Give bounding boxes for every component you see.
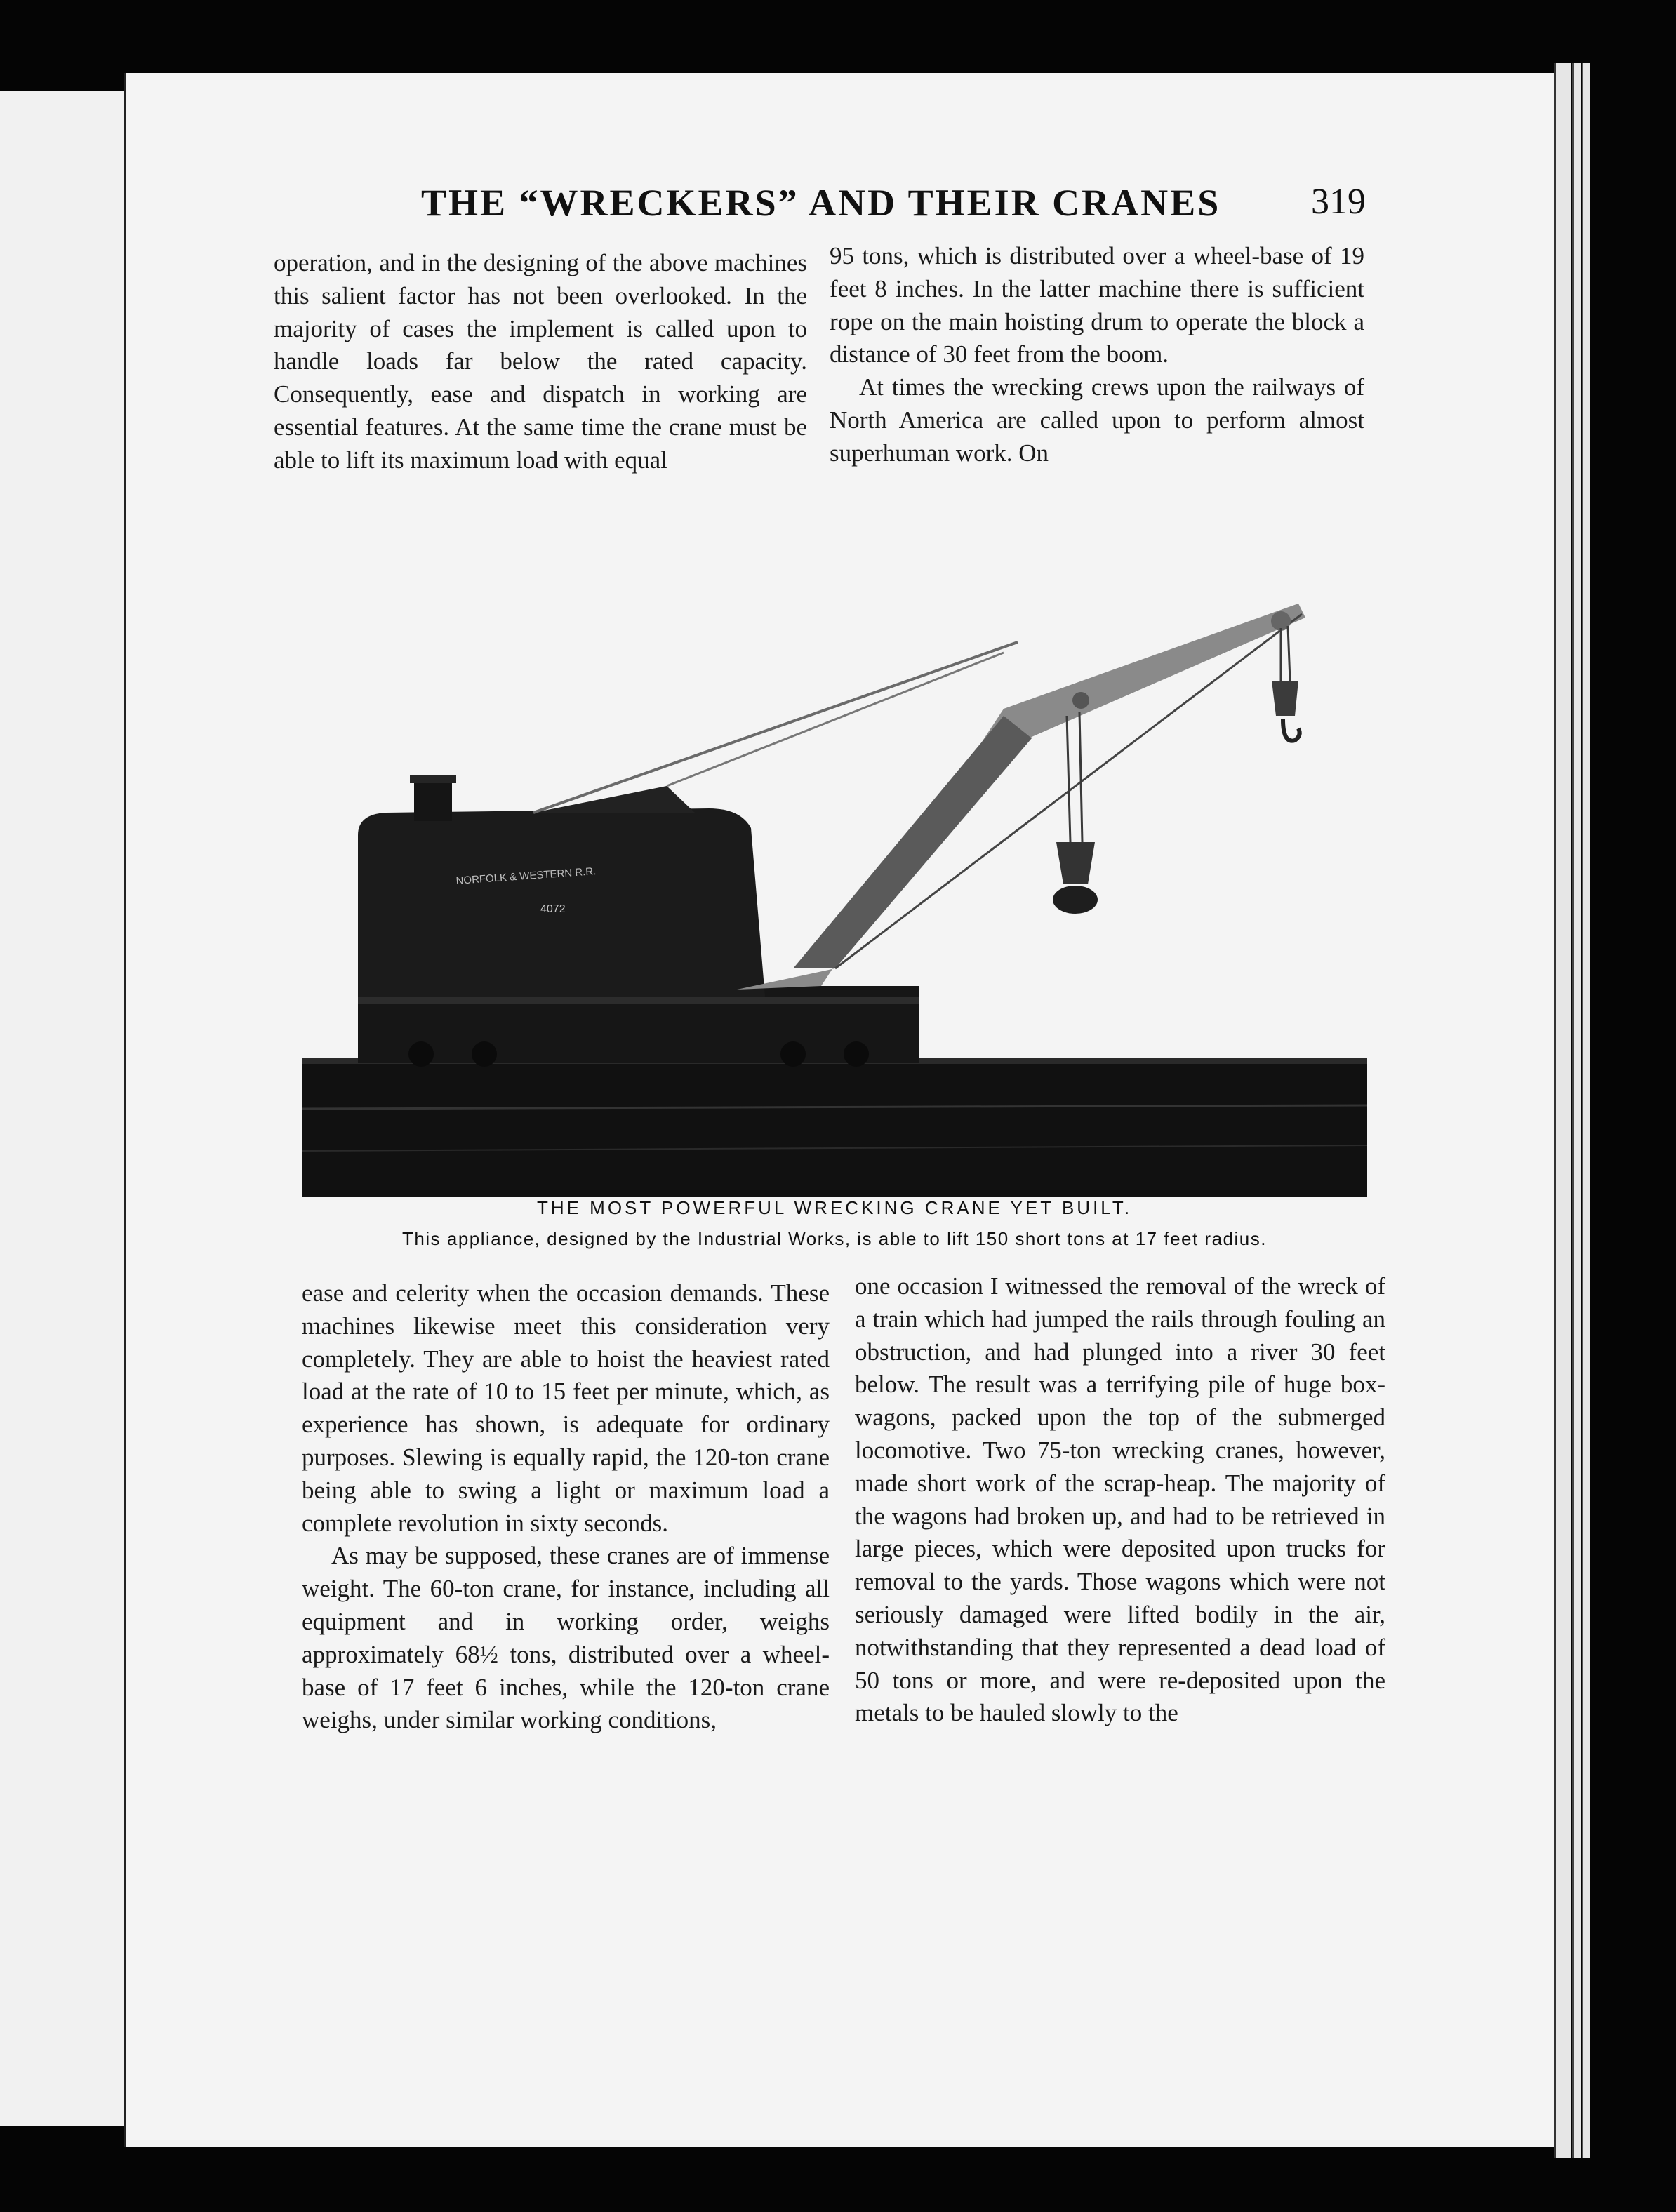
figure-caption-title: THE MOST POWERFUL WRECKING CRANE YET BUILT. <box>536 1197 1133 1218</box>
crane-photograph <box>302 575 1367 1197</box>
text-column-bottom-right <box>855 1270 1385 1730</box>
page-stack-edge <box>1572 63 1581 2158</box>
crane-house <box>358 808 765 997</box>
page-number: 319 <box>1311 182 1366 222</box>
paragraph: ease and celerity when the occasion demands. These machines likewise meet this consideration very completely. They are able to hoist the heaviest rated load at the rate of 10 to 15 feet per minute, which, as experience has shown, is adequate for ordinary purposes. Slewing is equally rapid, the 120-ton crane being able to swing a light or maximum load a complete revolution in sixty seconds. <box>302 1279 830 1537</box>
car-lettering: NORFOLK & WESTERN R.R. <box>455 865 597 887</box>
text-column-top-right <box>830 240 1364 470</box>
paragraph: As may be supposed, these cranes are of immense weight. The 60-ton crane, for instance, including all equipment and in working order, weighs approximately 68½ tons, distributed over a wheel-base of 17 feet 6 inches, while the 120-ton crane weighs, under similar working conditions, <box>302 1542 830 1734</box>
figure-caption-text: This appliance, designed by the Industrial Works, is able to lift 150 short tons at 17 feet radius. <box>402 1228 1267 1249</box>
page-stack-edge <box>1582 63 1590 2158</box>
paragraph: At times the wrecking crews upon the railways of North America are called upon to perform almost superhuman work. On <box>830 373 1364 467</box>
smokestack-icon <box>414 779 452 821</box>
text-column-bottom-left <box>302 1277 830 1737</box>
auxiliary-hook-block <box>1272 681 1298 716</box>
text-column-top-left <box>274 247 807 477</box>
car-number: 4072 <box>540 903 566 915</box>
track-ground <box>302 1058 1367 1197</box>
page-stack-edge <box>1554 63 1571 2158</box>
paragraph: 95 tons, which is distributed over a wheel-base of 19 feet 8 inches. In the latter machine there is sufficient rope on the main hoisting drum to operate the block a distance of 30 feet from the boom. <box>830 242 1364 368</box>
paragraph: one occasion I witnessed the removal of the wreck of a train which had jumped the rails through fouling an obstruction, and had plunged into a river 30 feet below. The result was a terrifying pile of huge box-wagons, packed upon the top of the submerged locomotive. Two 75-ton wrecking cranes, however, made short work of the scrap-heap. The majority of the wagons had broken up, and had to be retrieved in large pieces, which were deposited upon trucks for removal to the yards. Those wagons which were not seriously damaged were lifted bodily in the air, notwithstanding that they represented a dead load of 50 tons or more, and were re-deposited upon the metals to be hauled slowly to the <box>855 1272 1385 1727</box>
paragraph: operation, and in the designing of the above machines this salient factor has not been overlooked. In the majority of cases the implement is called upon to handle loads far below the rated capacity. Consequently, ease and dispatch in working are essential features. At the same time the crane must be able to lift its maximum load with equal <box>274 249 807 474</box>
running-head: THE “WRECKERS” AND THEIR CRANES <box>421 182 1221 224</box>
